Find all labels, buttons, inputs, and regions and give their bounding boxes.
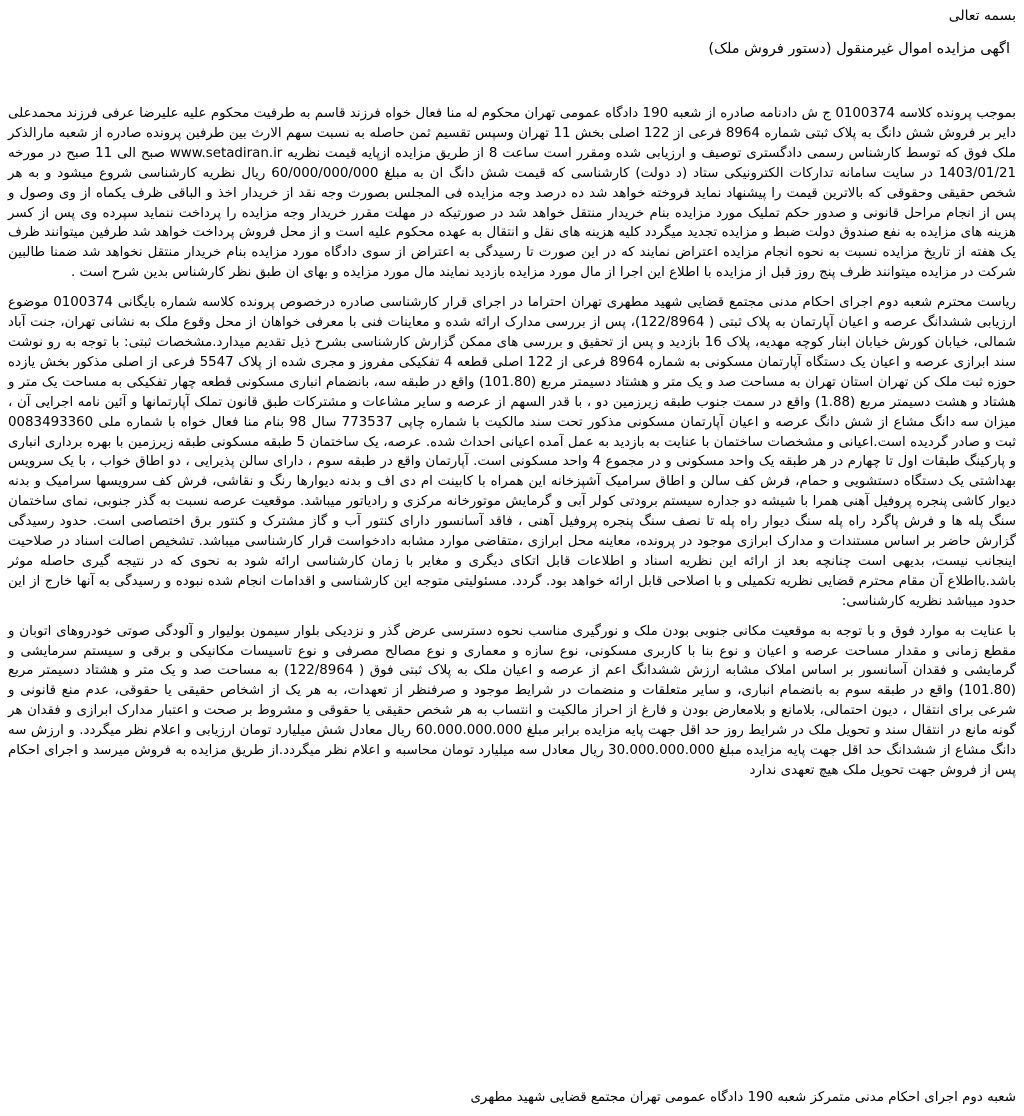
document-title: اگهی مزایده اموال غیرمنقول (دستور فروش ملک) (708, 41, 1010, 57)
document-paragraph-2: ریاست محترم شعبه دوم اجرای احکام مدنی مجتمع قضایی شهید مطهری تهران احتراما در اجرای قرار کارشناسی صادره درخصوص پرونده کلاسه شماره بایگانی 0100374 موضوع ارزیابی ششدانگ عرصه و اعیان آپارتمان به پلاک ثبتی ( 122/8964)، پس از بررسی مدارک ارائه شده و معاینات فنی با معرفی خواهان از محل وقوع ملک به نشانی تهران، جنت آباد شمالی، خیابان کورش خیابان ابنار کوچه مهدیه، پلاک 16 بازدید و پس از تحقیق و بررسی های ممکن گزارش کارشناسی بشرح ذیل تقدیم میدارد.مشخصات ثبتی: با توجه به رو نوشت سند ابرازی عرصه و اعیان یک دستگاه آپارتمان مسکونی به شماره 8964 فرعی از 122 اصلی قطعه 4 تفکیکی مفروز و مجری شده از پلاک 5547 فرعی از اصلی مذکور بخش یازده حوزه ثبت ملک کن تهران استان تهران به مساحت صد و یک متر و هشتاد دسیمتر مربع (101.80) واقع در طبقه سه، بانضمام انباری مسکونی قطعه چهار تفکیکی به مساحت یک متر و هشتاد و هشت دسیمتر مربع (1.88) واقع در سمت جنوب طبقه زیرزمین دو ، با قدر السهم از عرصه و سایر مشاعات و مشترکات طبق قانون تملک آپارتمانها و آئین نامه اجرایی آن ، میزان سه دانگ مشاع از شش دانگ عرصه و اعیان آپارتمان مسکونی مذکور تحت سند مالکیت با شماره چاپی 773537 سال 98 بنام منا فعال خواه با شماره ملی 0083493360 ثبت و صادر گردیده است.اعیانی و مشخصات ساختمان با عنایت به بازدید به عمل آمده اعیانی احداث شده. عرصه، یک ساختمان 5 طبقه مسکونی طبقه زیرزمین با بهره برداری انباری و پارکینگ طبقات اول تا چهارم در هر طبقه یک واحد مسکونی و در مجموع 4 واحد مسکونی است. آپارتمان واقع در طبقه سوم ، دارای سالن پذیرایی ، دو اطاق خواب ، با یک سرویس بهداشتی یک دستگاه دستشویی و حمام، فرش کف سالن و اطاق سرامیک آشپزخانه این همراه با کابینت ام دی اف و بدنه دیوارها رنگ و نقاشی، فرش کف سرویسها سرامیک و بدنه دیوار کاشی پنجره پروفیل آهنی همرا با شیشه دو جداره سیستم برودتی کولر آبی و گرمایش موتورخانه مرکزی و رادیاتور میباشد. موقعیت عرصه نسبت به گذر جنوبی، نمای ساختمان سنگ پله ها و فرش پاگرد راه پله سنگ دیوار راه پله تا نصف سنگ پنجره پروفیل آهنی ، فاقد آسانسور دارای کنتور آب و گاز مشترک و کنتور برق اختصاصی است. حدود رسیدگی گزارش حاضر بر اساس مستندات و مدارک ابرازی موجود در پرونده، معاینه محل ابرازی ،متقاضی موارد مشابه دادخواست قرار کارشناسی میباشد. تشخیص اصالت اسناد در صلاحیت اینجانب نیست، بدیهی است چنانچه بعد از ارائه این نظریه اسناد و اطلاعات قابل اتکای دیگری و مغایر با زمان کارشناسی ارائه شود به نحوی که در نتیجه گیری حاصله موثر باشد.بااطلاع آن مقام محترم قضایی نظریه تکمیلی و با اصلاحی قابل ارائه خواهد بود. گردد. مسئولیتی متوجه این کارشناسی و اقدامات انجام شده نبوده و رسیدگی به آنها خارج از این حدود میباشد نظریه کارشناسی: (8, 295, 1017, 609)
document-paragraph-1: بموجب پرونده کلاسه 0100374 ج ش دادنامه صادره از شعبه 190 دادگاه عمومی تهران محکوم له منا فعال خواه فرزند قاسم به طرفیت محکوم علیه علیرضا عرفی فرزند محمدعلی دایر بر فروش شش دانگ به پلاک ثبتی شماره 8964 فرعی از 122 اصلی بخش 11 تهران وسپس تقسیم ثمن حاصله به نسبت سهم الارث بین طرفین پرونده صادره از شعبه مارالذکر ملک فوق که توسط کارشناس رسمی دادگستری توصیف و ارزیابی شده ومقرر است ساعت 8 از طریق مزایده ازپایه قیمت نظریه www.setadiran.ir صبح الی 11 صبح در مورخه 1403/01/21 در سایت سامانه تدارکات الکترونیکی ستاد (د دولت) کارشناسی که قیمت شش دانگ ان به مبلغ 60/000/000/000 ریال نظریه کارشناسی شروع میشود و به هر شخص حقیقی وحقوقی که بالاترین قیمت را پیشنهاد نماید فروخته خواهد شد ده درصد وجه مزایده فی المجلس بصورت وجه نقد از خریدار اخذ و الباقی ظرف یکماه از وی وصول و پس از انجام مراحل قانونی و صدور حکم تملیک مورد مزایده بنام خریدار منتقل خواهد شد در صورتیکه در مهلت مقرر خریدار وجه مزایده را پرداخت ننماید سپرده وی پس از کسر هزینه های مزایده به نفع صندوق دولت ضبط و مزایده تجدید میگردد کلیه هزینه های نقل و انتقال به عهده محکوم علیه است و از محل فروش پرداخت خواهد شد طرفین میتوانند ظرف یک هفته از تاریخ مزایده نسبت به نحوه انجام مزایده اعتراض نمایند که در این صورت تا رسیدگی به اعتراض از سوی دادگاه مورد مزایده بنام خریدار منتقل نخواهد شد ضمنا طالبین شرکت در مزایده میتوانند ظرف پنج روز قبل از مزایده با اطلاع این اجرا از مال مورد مزایده بازدید نمایند مال مورد مزایده و بهای ان طبق نظر کارشناس بدین شرح است . (8, 106, 1017, 281)
document-header-line: بسمه تعالی (948, 8, 1016, 24)
document-paragraph-3: با عنایت به موارد فوق و با توجه به موقعیت مکانی جنوبی بودن ملک و نورگیری مناسب نحوه دسترسی عرض گذر و نزدیکی بلوار سیمون بولیوار و آلودگی صوتی خودروهای اتوبان و مقطع زمانی و مقدار مساحت عرصه و اعیان و نوع بنا با کاربری مسکونی، نوع سازه و معماری و نوع مصالح مصرفی و نوع تاسیسات مکانیکی و برقی و سیستم سرمایشی و گرمایشی و فقدان آسانسور بر اساس املاک مشابه ارزش ششدانگ اعم از عرصه و اعیان ملک به پلاک ثبتی فوق ( 122/8964) به مساحت صد و یک متر و هشتاد دسیمتر مربع (101.80) واقع در طبقه سوم به بانضمام انباری، و سایر متعلقات و منضمات در شرایط موجود و صرفنظر از تعهدات، به هر یک از اشخاص حقیقی یا حقوقی، عدم منع قانونی و شرعی برای انتقال ، دیون احتمالی، بلامانع و بلامعارض بودن و فارغ از احراز مالکیت و انتساب به هر شخص حقیقی یا حقوقی و مشروط بر صحت و اعتبار مدارک ابرازی و فقدان هر گونه مانع در انتقال سند و تحویل ملک در شرایط روز حد اقل جهت پایه مزایده برابر مبلغ 60.000.000.000 ریال معادل شش میلیارد تومان ارزیابی و اعلام نظر میگردد. و ارزش سه دانگ مشاع از ششدانگ حد اقل جهت پایه مزایده مبلغ 30.000.000.000 ریال معادل سه میلیارد تومان محاسبه و اعلام نظر میگردد.از طریق مزایده به فروش میرسد و اجرای احکام پس از فروش جهت تحویل ملک هیچ تعهدی ندارد (8, 623, 1017, 778)
document-footer: شعبه دوم اجرای احکام مدنی متمرکز شعبه 190 دادگاه عمومی تهران مجتمع قضایی شهید مطهری (470, 1090, 1016, 1105)
